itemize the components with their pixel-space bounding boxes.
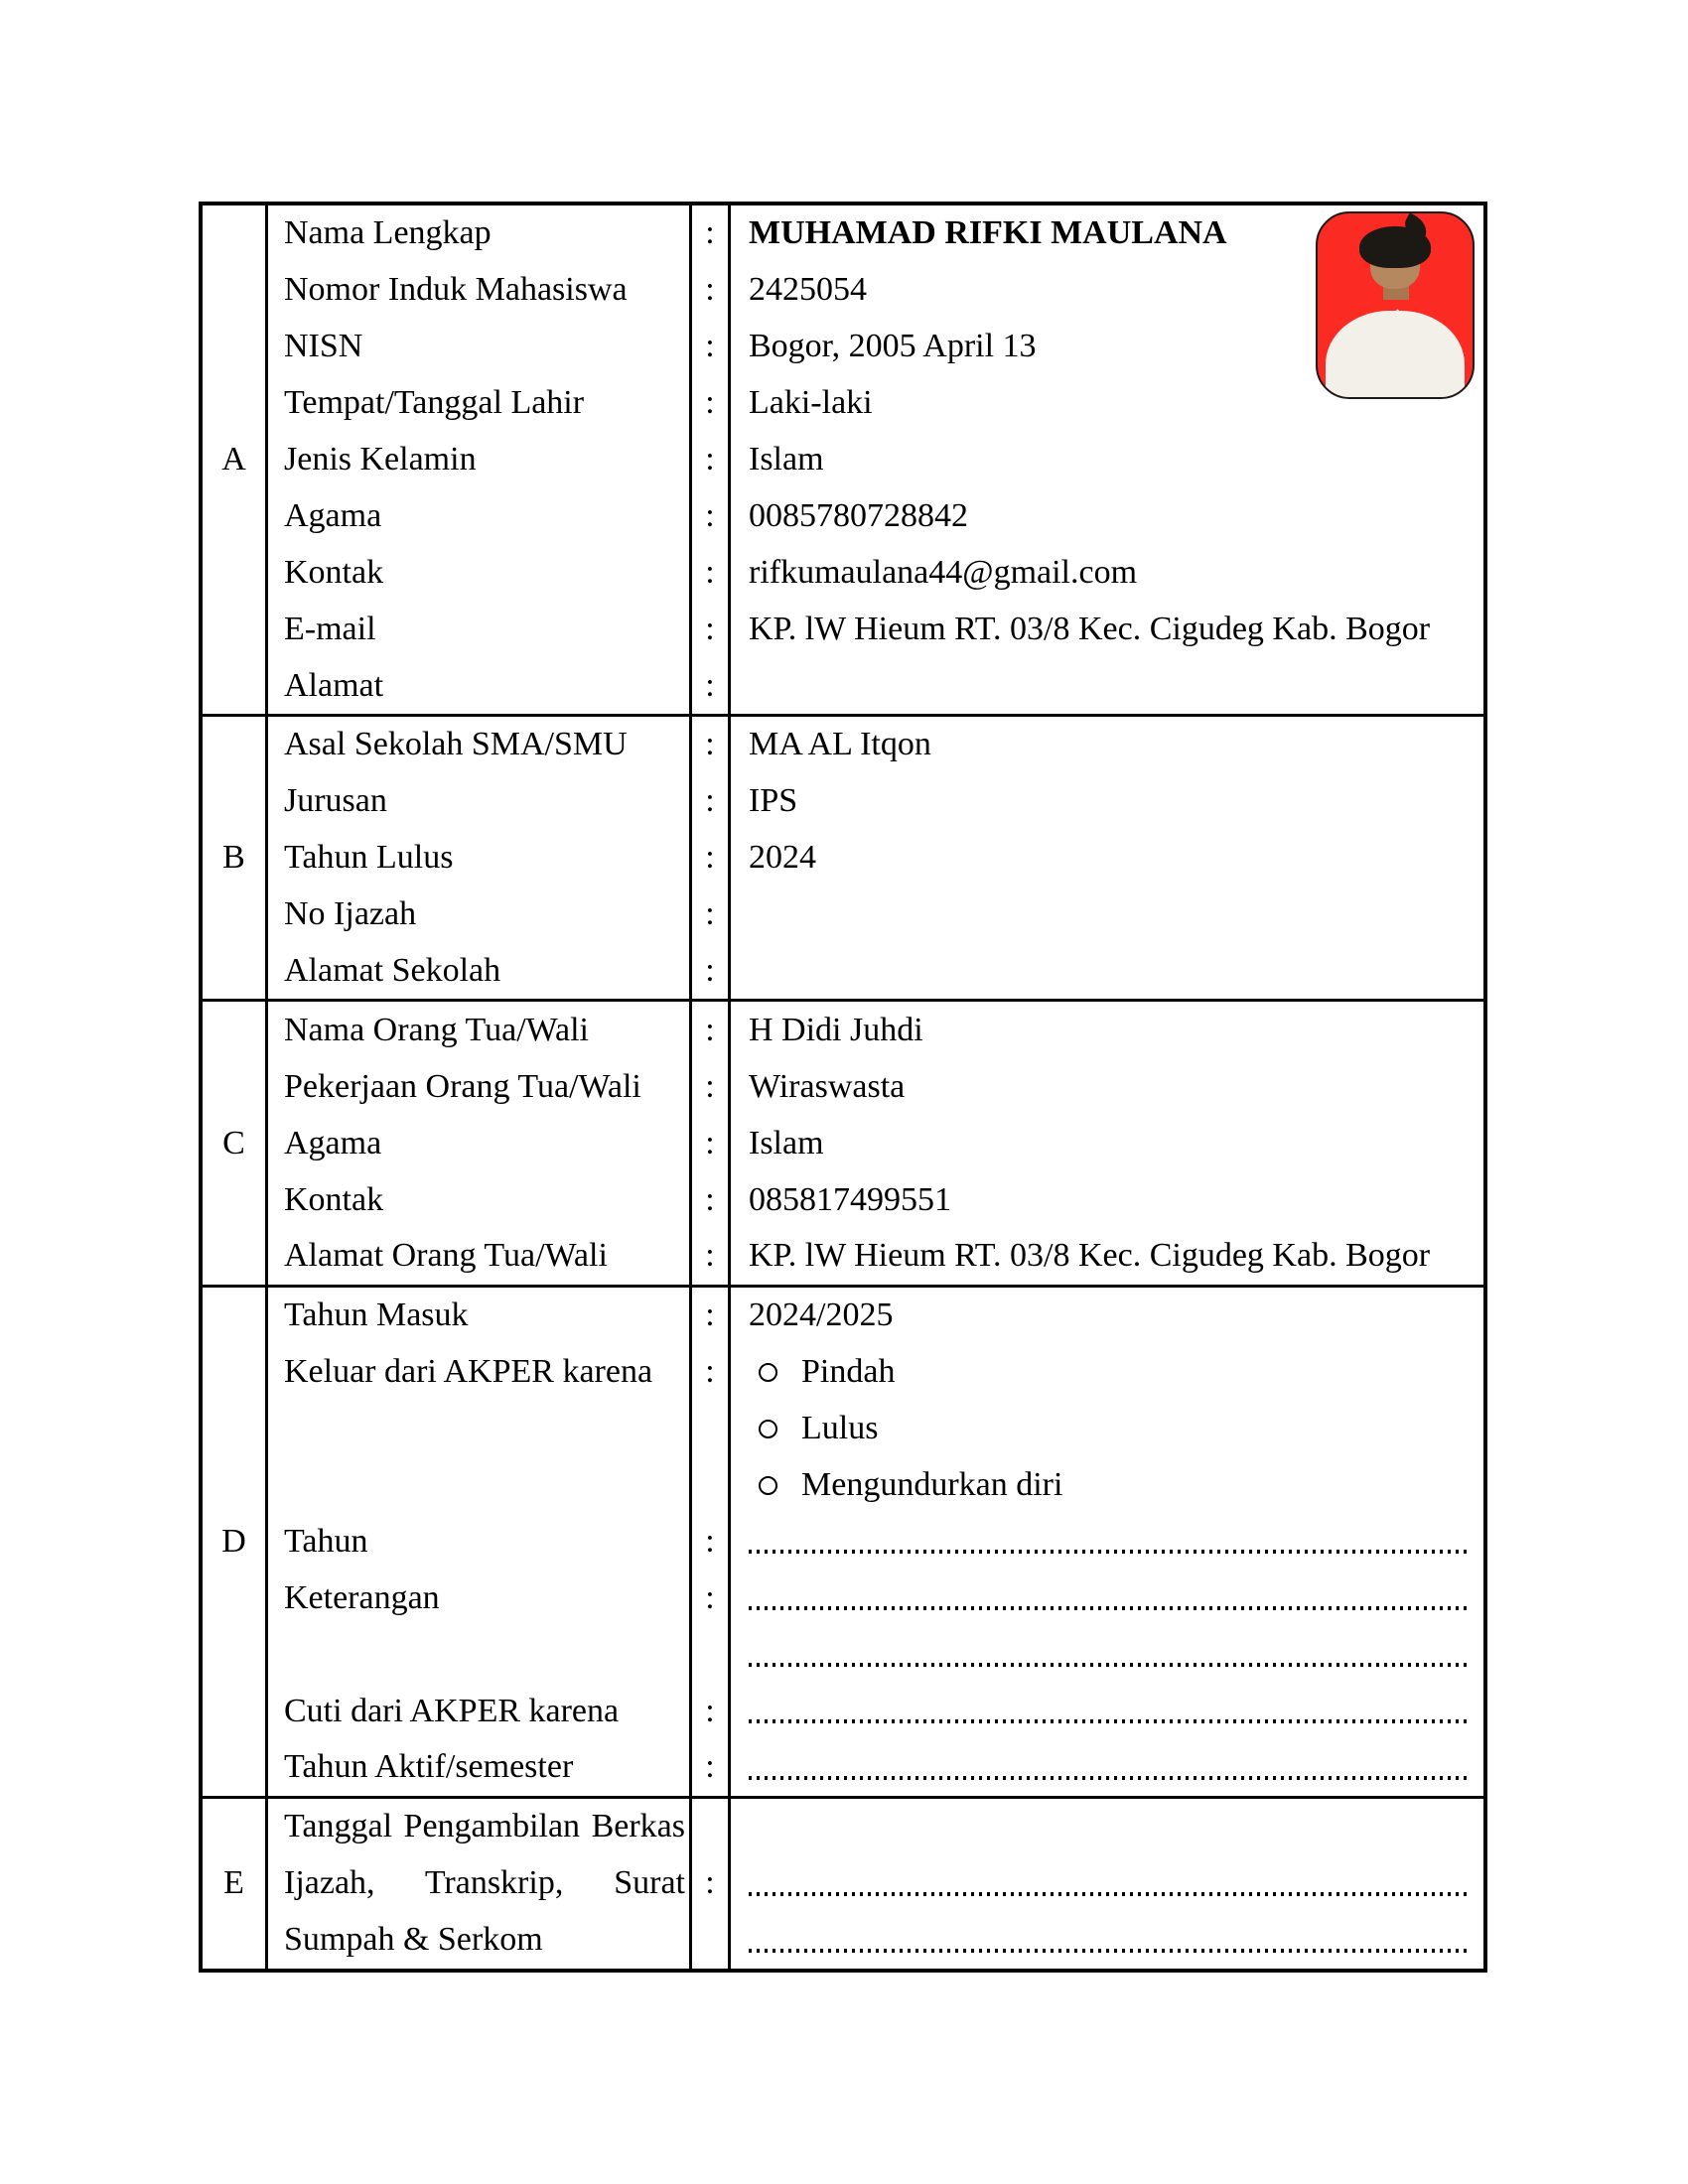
field-value-cell bbox=[731, 1401, 1483, 1457]
field-value: MUHAMAD RIFKI MAULANA bbox=[749, 214, 1227, 252]
field-label: Nama Lengkap bbox=[284, 214, 492, 252]
colon-separator: : bbox=[692, 1228, 731, 1285]
field-value-cell bbox=[731, 487, 1483, 544]
colon-separator bbox=[692, 1457, 731, 1514]
radio-option-label: Mengundurkan diri bbox=[801, 1466, 1063, 1504]
field-label: Keluar dari AKPER karena bbox=[284, 1353, 653, 1391]
field-label: Agama bbox=[284, 1124, 382, 1161]
field-value-cell bbox=[731, 943, 1483, 1000]
colon-separator: : bbox=[692, 432, 731, 488]
field-label-cell bbox=[268, 1513, 692, 1570]
field-label: Alamat Orang Tua/Wali bbox=[284, 1237, 608, 1275]
field-value-cell bbox=[731, 1513, 1483, 1570]
colon-separator: : bbox=[692, 375, 731, 432]
colon-separator: : bbox=[692, 1171, 731, 1228]
field-label-cell bbox=[268, 262, 692, 319]
colon-separator: : bbox=[692, 544, 731, 601]
field-value-cell bbox=[731, 830, 1483, 887]
field-label: Tahun Masuk bbox=[284, 1297, 469, 1334]
field-label: Asal Sekolah SMA/SMU bbox=[284, 726, 628, 763]
colon-separator: : bbox=[692, 717, 731, 773]
field-label-cell bbox=[268, 1115, 692, 1171]
radio-circle-icon bbox=[759, 1476, 777, 1495]
field-label-cell bbox=[268, 1739, 692, 1796]
field-value-cell bbox=[731, 1855, 1483, 1912]
field-label: Alamat bbox=[284, 666, 384, 704]
field-label-cell bbox=[268, 1171, 692, 1228]
dotted-fill-line bbox=[749, 1663, 1470, 1667]
field-label: Cuti dari AKPER karena bbox=[284, 1692, 620, 1729]
field-value-cell bbox=[731, 1115, 1483, 1171]
field-label-cell bbox=[268, 773, 692, 830]
field-label: E-mail bbox=[284, 610, 376, 647]
dotted-fill-line bbox=[749, 1892, 1470, 1896]
colon-separator: : bbox=[692, 205, 731, 262]
field-label: Tahun bbox=[284, 1522, 368, 1560]
field-label: Kontak bbox=[284, 1180, 384, 1218]
field-value: H Didi Juhdi bbox=[749, 1011, 923, 1048]
field-value-cell bbox=[731, 1457, 1483, 1514]
field-label: Keterangan bbox=[284, 1578, 440, 1616]
field-label-cell bbox=[268, 544, 692, 601]
field-value: Bogor, 2005 April 13 bbox=[749, 328, 1037, 365]
field-label-cell bbox=[268, 1401, 692, 1457]
colon-separator: : bbox=[692, 1002, 731, 1058]
field-value: Wiraswasta bbox=[749, 1067, 906, 1105]
field-value: IPS bbox=[749, 782, 798, 820]
field-label-cell bbox=[268, 717, 692, 773]
field-value: 2024/2025 bbox=[749, 1297, 894, 1334]
section-D bbox=[203, 1285, 1483, 1796]
biodata-table bbox=[199, 202, 1487, 1973]
field-value-cell bbox=[731, 717, 1483, 773]
field-value-cell bbox=[731, 1058, 1483, 1115]
field-label: Tahun Lulus bbox=[284, 839, 454, 877]
field-value-cell bbox=[731, 1799, 1483, 1855]
field-value: 085817499551 bbox=[749, 1180, 951, 1218]
section-letter: D bbox=[203, 1288, 268, 1796]
section-A bbox=[203, 205, 1483, 714]
dotted-fill-line bbox=[749, 1719, 1470, 1723]
dotted-fill-line bbox=[749, 1949, 1470, 1953]
radio-option-label: Pindah bbox=[801, 1353, 896, 1391]
radio-circle-icon bbox=[759, 1420, 777, 1438]
colon-separator: : bbox=[692, 1570, 731, 1626]
field-value-cell bbox=[731, 1171, 1483, 1228]
field-label-cell bbox=[268, 1855, 692, 1912]
section-letter: C bbox=[203, 1002, 268, 1284]
field-value-cell bbox=[731, 1683, 1483, 1739]
field-label-cell bbox=[268, 1626, 692, 1683]
field-value-cell bbox=[731, 544, 1483, 601]
field-value-cell bbox=[731, 1288, 1483, 1344]
section-letter: A bbox=[203, 205, 268, 714]
field-label: Tanggal Pengambilan Berkas bbox=[284, 1808, 685, 1845]
field-value-cell bbox=[731, 773, 1483, 830]
colon-separator: : bbox=[692, 1683, 731, 1739]
field-label-cell bbox=[268, 943, 692, 1000]
field-label: Sumpah & Serkom bbox=[284, 1921, 543, 1959]
field-label-cell bbox=[268, 205, 692, 262]
colon-separator: : bbox=[692, 1513, 731, 1570]
field-label-cell bbox=[268, 1228, 692, 1285]
field-label: No Ijazah bbox=[284, 895, 417, 933]
student-photo bbox=[1316, 211, 1475, 399]
colon-separator: : bbox=[692, 830, 731, 887]
field-label: Nomor Induk Mahasiswa bbox=[284, 271, 628, 309]
colon-separator: : bbox=[692, 887, 731, 943]
dotted-fill-line bbox=[749, 1776, 1470, 1780]
field-label-cell bbox=[268, 432, 692, 488]
field-label-cell bbox=[268, 375, 692, 432]
colon-separator: : bbox=[692, 601, 731, 657]
dotted-fill-line bbox=[749, 1606, 1470, 1610]
field-value-cell bbox=[731, 432, 1483, 488]
field-value-cell bbox=[731, 1228, 1483, 1285]
field-value-cell bbox=[731, 1626, 1483, 1683]
section-B bbox=[203, 714, 1483, 999]
field-value-cell bbox=[731, 1002, 1483, 1058]
section-E bbox=[203, 1796, 1483, 1969]
colon-separator: : bbox=[692, 1288, 731, 1344]
field-label: Nama Orang Tua/Wali bbox=[284, 1011, 589, 1048]
field-label-cell bbox=[268, 1288, 692, 1344]
field-value-cell bbox=[731, 1570, 1483, 1626]
field-value: Islam bbox=[749, 1124, 824, 1161]
field-value: 2024 bbox=[749, 839, 816, 877]
field-value: rifkumaulana44@gmail.com bbox=[749, 553, 1138, 591]
field-label-cell bbox=[268, 657, 692, 714]
colon-separator bbox=[692, 1626, 731, 1683]
colon-separator: : bbox=[692, 1344, 731, 1401]
field-value-cell bbox=[731, 601, 1483, 657]
field-label-cell bbox=[268, 1683, 692, 1739]
field-value: KP. lW Hieum RT. 03/8 Kec. Cigudeg Kab. Bogor bbox=[749, 610, 1431, 647]
section-C bbox=[203, 999, 1483, 1284]
colon-separator: : bbox=[692, 943, 731, 1000]
colon-separator: : bbox=[692, 319, 731, 375]
field-value-cell bbox=[731, 1344, 1483, 1401]
field-label: Jenis Kelamin bbox=[284, 441, 477, 478]
radio-option-label: Lulus bbox=[801, 1410, 879, 1447]
colon-separator: : bbox=[692, 657, 731, 714]
colon-separator: : bbox=[692, 773, 731, 830]
colon-separator bbox=[692, 1799, 731, 1855]
field-label-cell bbox=[268, 1457, 692, 1514]
field-label-cell bbox=[268, 1912, 692, 1969]
field-label-cell bbox=[268, 1058, 692, 1115]
field-label-cell bbox=[268, 601, 692, 657]
field-label: NISN bbox=[284, 328, 363, 365]
colon-separator: : bbox=[692, 1855, 731, 1912]
colon-separator: : bbox=[692, 1739, 731, 1796]
field-value: MA AL Itqon bbox=[749, 726, 931, 763]
colon-separator bbox=[692, 1912, 731, 1969]
field-label: Jurusan bbox=[284, 782, 387, 820]
field-label: Alamat Sekolah bbox=[284, 952, 501, 990]
colon-separator: : bbox=[692, 262, 731, 319]
field-value: 0085780728842 bbox=[749, 496, 968, 534]
field-label: Tempat/Tanggal Lahir bbox=[284, 384, 585, 422]
field-label-cell bbox=[268, 1799, 692, 1855]
radio-circle-icon bbox=[759, 1363, 777, 1382]
field-label-cell bbox=[268, 1002, 692, 1058]
field-value: Islam bbox=[749, 441, 824, 478]
field-value-cell bbox=[731, 1739, 1483, 1796]
field-label-cell bbox=[268, 319, 692, 375]
colon-separator: : bbox=[692, 1115, 731, 1171]
field-value-cell bbox=[731, 887, 1483, 943]
colon-separator bbox=[692, 1401, 731, 1457]
field-label: Agama bbox=[284, 496, 382, 534]
colon-separator: : bbox=[692, 1058, 731, 1115]
field-label-cell bbox=[268, 487, 692, 544]
field-label-cell bbox=[268, 830, 692, 887]
field-value: Laki-laki bbox=[749, 384, 873, 422]
field-value: KP. lW Hieum RT. 03/8 Kec. Cigudeg Kab. Bogor bbox=[749, 1237, 1431, 1275]
field-label-cell bbox=[268, 887, 692, 943]
field-label-cell bbox=[268, 1570, 692, 1626]
dotted-fill-line bbox=[749, 1550, 1470, 1554]
field-label: Tahun Aktif/semester bbox=[284, 1748, 574, 1786]
field-label: Pekerjaan Orang Tua/Wali bbox=[284, 1067, 641, 1105]
field-value: 2425054 bbox=[749, 271, 867, 309]
section-letter: B bbox=[203, 717, 268, 999]
field-value-cell bbox=[731, 1912, 1483, 1969]
field-value-cell bbox=[731, 657, 1483, 714]
field-label-cell bbox=[268, 1344, 692, 1401]
section-letter: E bbox=[203, 1799, 268, 1969]
colon-separator: : bbox=[692, 487, 731, 544]
field-label: Kontak bbox=[284, 553, 384, 591]
field-label: Ijazah, Transkrip, Surat bbox=[284, 1864, 685, 1902]
